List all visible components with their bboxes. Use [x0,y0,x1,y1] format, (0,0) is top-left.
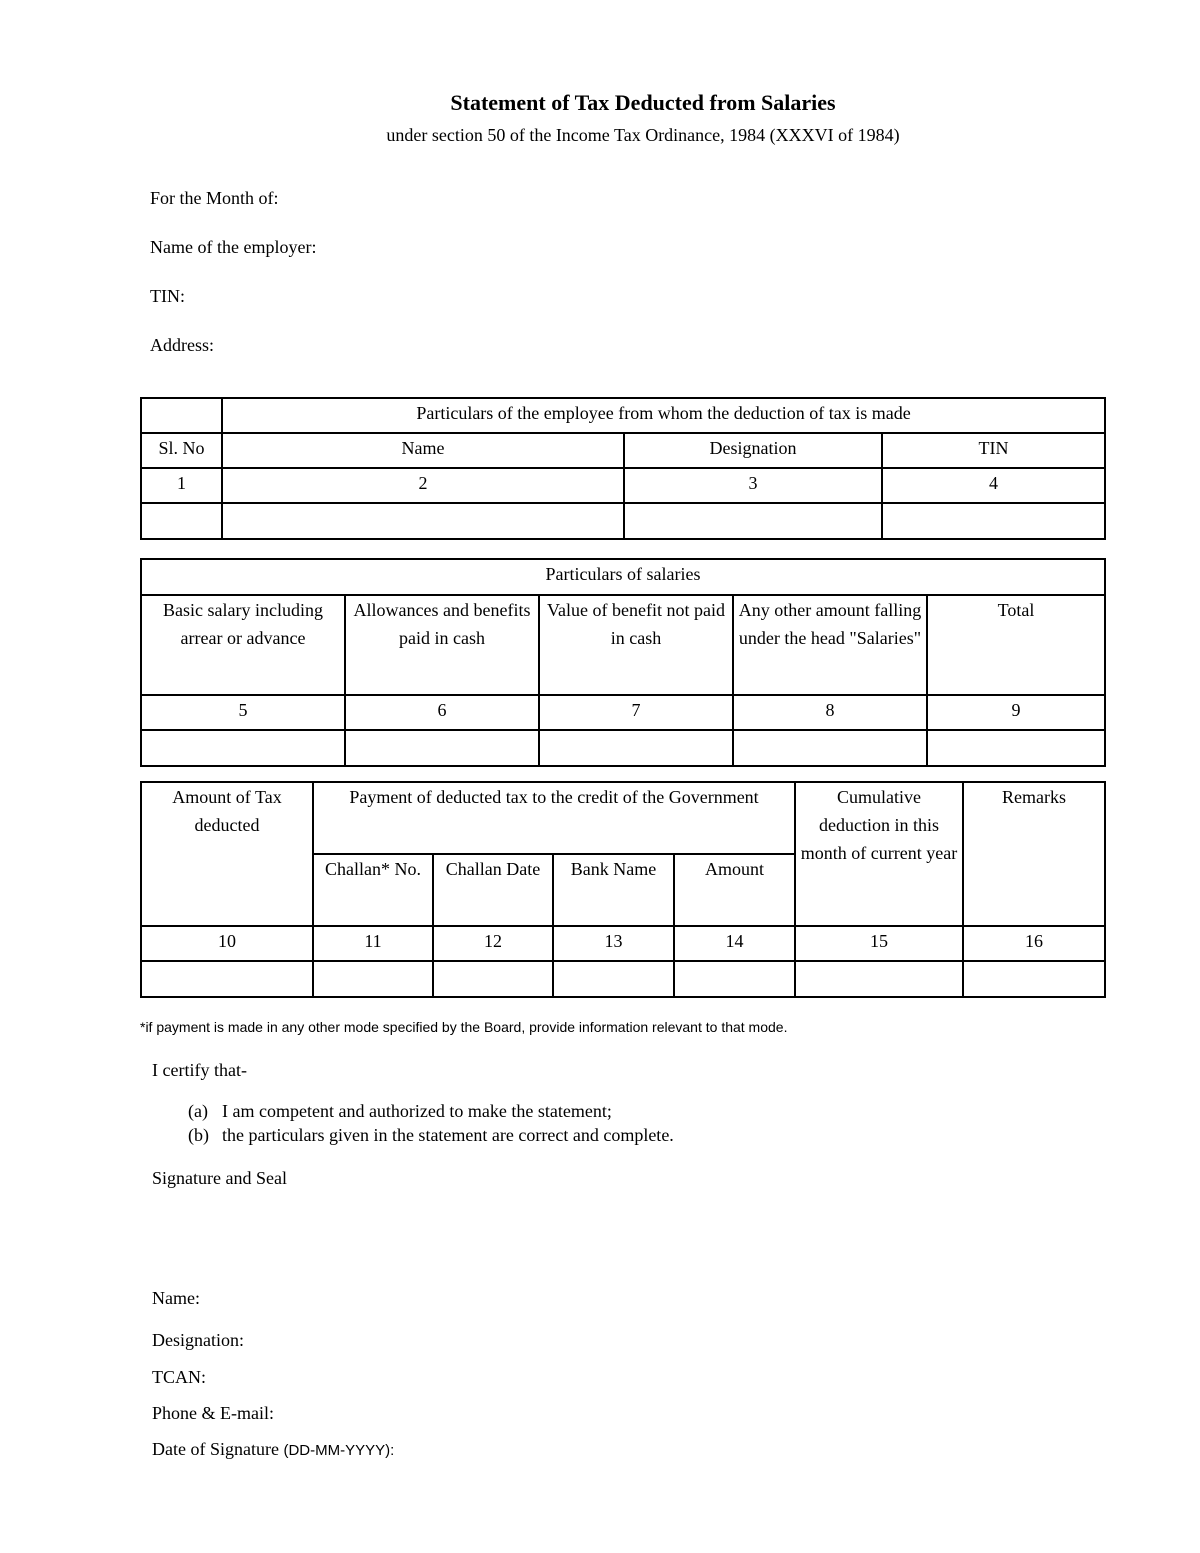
entry-cell[interactable] [345,730,539,766]
list-marker: (a) [188,1101,208,1121]
footnote: *if payment is made in any other mode specified by the Board, provide information relevant to that mode. [140,1019,788,1035]
signatory-name-field: Name: [152,1288,200,1308]
column-number: 15 [795,926,963,961]
header-challan-no: Challan* No. [313,854,433,926]
tcan-field: TCAN: [152,1367,206,1387]
column-number: 12 [433,926,553,961]
header-tax-amount: Amount of Tax deducted [141,782,313,926]
entry-cell[interactable] [141,730,345,766]
entry-cell[interactable] [674,961,795,997]
certification-item [188,1099,612,1123]
column-number: 8 [733,695,927,730]
employer-tin-field: TIN: [150,286,185,306]
entry-cell[interactable] [733,730,927,766]
header-benefit-value: Value of benefit not paid in cash [539,595,733,695]
header-payment-group: Payment of deducted tax to the credit of the Government [313,782,795,854]
header-amount: Amount [674,854,795,926]
entry-cell[interactable] [795,961,963,997]
signature-date-label: Date of Signature [152,1439,279,1459]
entry-cell[interactable] [963,961,1105,997]
certification-text: the particulars given in the statement are correct and complete. [222,1125,674,1145]
header-tin: TIN [882,433,1105,468]
column-number: 14 [674,926,795,961]
header-other-amount: Any other amount falling under the head "Salaries" [733,595,927,695]
salary-particulars-table [140,558,1106,767]
list-marker: (b) [188,1125,209,1145]
entry-cell[interactable] [927,730,1105,766]
entry-cell[interactable] [222,503,624,539]
header-name: Name [222,433,624,468]
signature-seal-label: Signature and Seal [152,1168,287,1188]
entry-cell[interactable] [624,503,882,539]
entry-cell[interactable] [882,503,1105,539]
date-format-hint: (DD-MM-YYYY): [283,1442,395,1459]
certification-text: I am competent and authorized to make the statement; [222,1101,612,1121]
header-total: Total [927,595,1105,695]
salary-group-header: Particulars of salaries [141,559,1105,595]
tax-payment-table [140,781,1106,998]
entry-cell[interactable] [433,961,553,997]
signature-date-field [152,1438,394,1462]
month-field: For the Month of: [150,188,279,208]
column-number: 10 [141,926,313,961]
column-number: 2 [222,468,624,503]
address-field: Address: [150,335,214,355]
entry-cell[interactable] [313,961,433,997]
entry-cell[interactable] [553,961,674,997]
header-sl-no: Sl. No [141,433,222,468]
column-number: 7 [539,695,733,730]
header-designation: Designation [624,433,882,468]
column-number: 3 [624,468,882,503]
entry-cell[interactable] [141,503,222,539]
form-subtitle: under section 50 of the Income Tax Ordinance, 1984 (XXXVI of 1984) [386,125,900,145]
entry-cell[interactable] [141,961,313,997]
column-number: 16 [963,926,1105,961]
column-number: 1 [141,468,222,503]
employee-group-header: Particulars of the employee from whom the deduction of tax is made [222,398,1105,433]
header-remarks: Remarks [963,782,1105,926]
phone-email-field: Phone & E-mail: [152,1403,274,1423]
header-cumulative: Cumulative deduction in this month of current year [795,782,963,926]
signatory-designation-field: Designation: [152,1330,244,1350]
employer-name-field: Name of the employer: [150,237,317,257]
header-bank-name: Bank Name [553,854,674,926]
form-title: Statement of Tax Deducted from Salaries [450,90,836,115]
column-number: 13 [553,926,674,961]
column-number: 5 [141,695,345,730]
column-number: 4 [882,468,1105,503]
entry-cell[interactable] [539,730,733,766]
column-number: 6 [345,695,539,730]
column-number: 11 [313,926,433,961]
column-number: 9 [927,695,1105,730]
certification-intro: I certify that- [152,1060,247,1080]
employee-particulars-table [140,397,1106,540]
header-basic-salary: Basic salary including arrear or advance [141,595,345,695]
certification-item [188,1123,674,1147]
header-allowances: Allowances and benefits paid in cash [345,595,539,695]
blank-corner-cell [141,398,222,433]
header-challan-date: Challan Date [433,854,553,926]
